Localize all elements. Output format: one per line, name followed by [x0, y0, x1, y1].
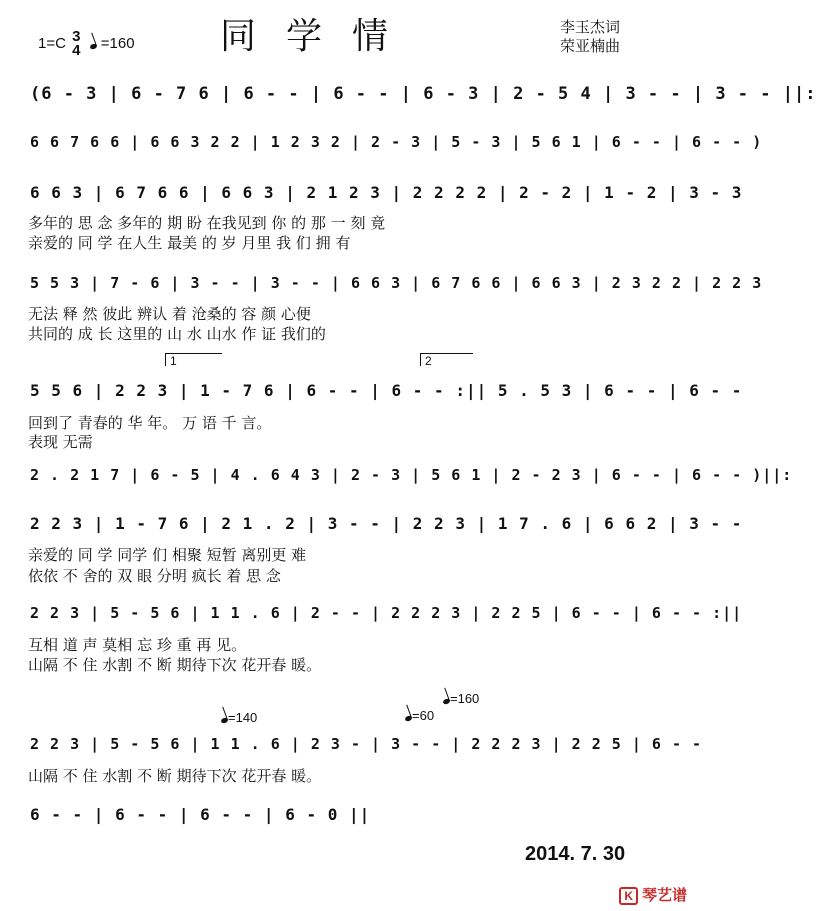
time-signature: [72, 30, 80, 58]
date-label: 2014. 7. 30: [525, 843, 626, 865]
credits: [560, 18, 620, 56]
volta-second: 2: [420, 353, 473, 366]
notation-row-8: 2 2 3 | 5 - 5 6 | 1 1 . 6 | 2 - - | 2 2 2 3 | 2 2 5 | 6 - - | 6 - - :||: [30, 604, 743, 622]
notation-row-10: 6 - - | 6 - - | 6 - - | 6 - 0 ||: [30, 805, 371, 824]
time-sig-top: 3: [72, 28, 81, 45]
logo-text: 琴艺谱: [641, 887, 687, 904]
lyric-line: 表现 无需: [28, 433, 93, 451]
lyric-line: 多年的 思 念 多年的 期 盼 在我见到 你 的 那 一 刻 竟: [28, 214, 386, 232]
lyric-line: 互相 道 声 莫相 忘 珍 重 再 见。: [28, 636, 247, 654]
page-title: 同学情: [220, 16, 419, 57]
lyricist: 李玉杰词: [560, 19, 621, 36]
notation-row-4: 5 5 3 | 7 - 6 | 3 - - | 3 - - | 6 6 3 | 6 7 6 6 | 6 6 3 | 2 3 2 2 | 2 2 3: [30, 274, 763, 292]
lyric-line: 亲爱的 同 学 同学 们 相聚 短暂 离别更 难: [28, 546, 307, 564]
lyric-line: 回到了 青春的 华 年。 万 语 千 言。: [28, 414, 272, 432]
lyric-line: 山隔 不 住 水割 不 断 期待下次 花开春 暖。: [28, 656, 322, 674]
lyric-line: 依依 不 舍的 双 眼 分明 疯长 着 思 念: [28, 567, 281, 585]
logo: [619, 884, 687, 905]
notation-row-1: (6 - 3 | 6 - 7 6 | 6 - - | 6 - - | 6 - 3 | 2 - 5 4 | 3 - - | 3 - - ||:: [30, 84, 816, 104]
lyric-line: 山隔 不 住 水割 不 断 期待下次 花开春 暖。: [28, 767, 322, 785]
key-signature: [38, 30, 135, 58]
quarter-note-icon: [89, 43, 97, 50]
tempo-mark-60: =60: [402, 708, 434, 723]
lyric-line: 共同的 成 长 这里的 山 水 山水 作 证 我们的: [28, 325, 326, 343]
key-label: 1=C: [38, 34, 66, 52]
lyric-line: 无法 释 然 彼此 辨认 着 沧桑的 容 颜 心便: [28, 305, 311, 323]
notation-row-2: 6 6 7 6 6 | 6 6 3 2 2 | 1 2 3 2 | 2 - 3 | 5 - 3 | 5 6 1 | 6 - - | 6 - - ): [30, 133, 763, 151]
notation-row-9: 2 2 3 | 5 - 5 6 | 1 1 . 6 | 2 3 - | 3 - - | 2 2 2 3 | 2 2 5 | 6 - -: [30, 735, 703, 753]
notation-row-3: 6 6 3 | 6 7 6 6 | 6 6 3 | 2 1 2 3 | 2 2 2 2 | 2 - 2 | 1 - 2 | 3 - 3: [30, 183, 743, 202]
logo-icon: K: [619, 887, 638, 905]
volta-first: 1: [165, 353, 222, 366]
notation-row-7: 2 2 3 | 1 - 7 6 | 2 1 . 2 | 3 - - | 2 2 3 | 1 7 . 6 | 6 6 2 | 3 - -: [30, 514, 743, 533]
tempo-mark-140: =140: [218, 710, 257, 725]
tempo-mark-160: =160: [440, 691, 479, 706]
lyric-line: 亲爱的 同 学 在人生 最美 的 岁 月里 我 们 拥 有: [28, 234, 351, 252]
time-sig-bottom: 4: [72, 42, 81, 59]
composer: 荣亚楠曲: [560, 38, 621, 55]
notation-row-6: 2 . 2 1 7 | 6 - 5 | 4 . 6 4 3 | 2 - 3 | 5 6 1 | 2 - 2 3 | 6 - - | 6 - - )||:: [30, 466, 793, 484]
notation-row-5: 5 5 6 | 2 2 3 | 1 - 7 6 | 6 - - | 6 - - :|| 5 . 5 3 | 6 - - | 6 - -: [30, 381, 743, 400]
tempo-label: =160: [100, 34, 135, 52]
